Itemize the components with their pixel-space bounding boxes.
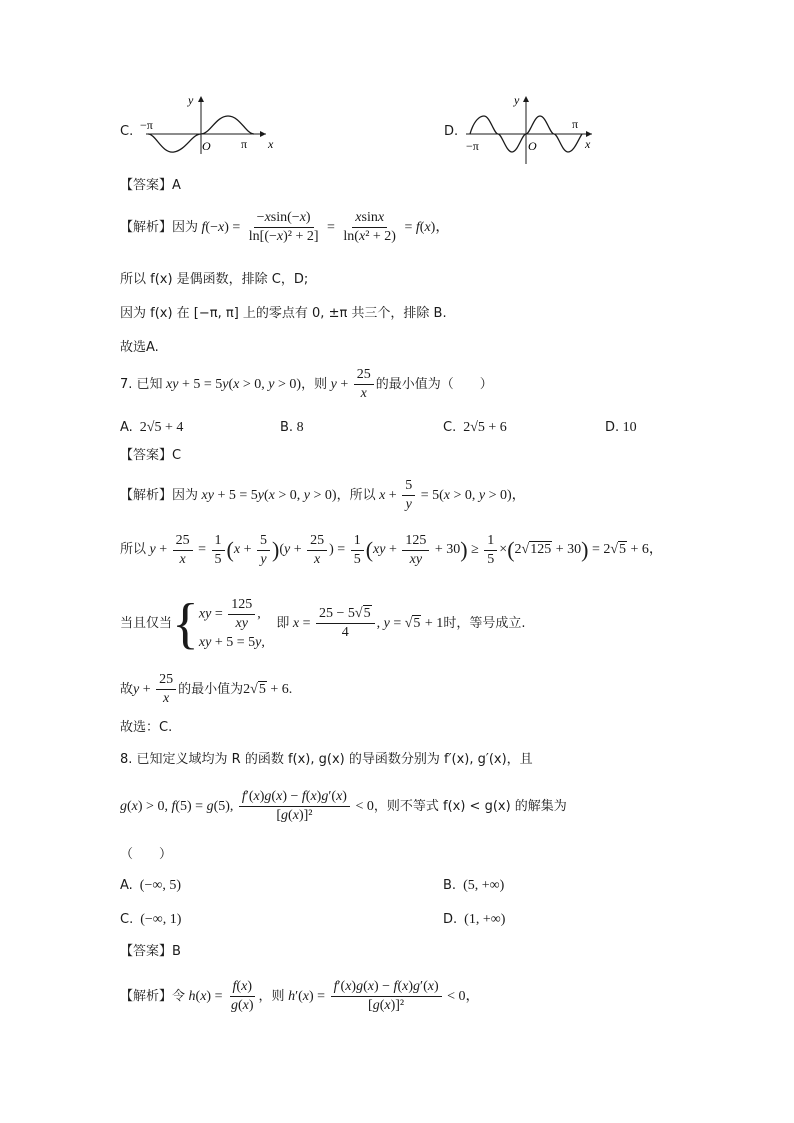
- d-x-axis-label: x: [585, 137, 591, 151]
- c-x-axis-label: x: [268, 137, 274, 151]
- q8-paren: （ ）: [120, 847, 173, 862]
- c-origin-label: O: [202, 139, 211, 153]
- q7-min-prefix: 故: [120, 682, 134, 697]
- q7-option-d[interactable]: [605, 418, 637, 438]
- d-y-axis-label: y: [514, 93, 520, 107]
- q8-option-d[interactable]: [443, 910, 505, 930]
- q7-system: xy = $\frac{125}{xy}$ , xy + 5 = 5y,: [198, 596, 265, 650]
- q7-target-expr: y + $\frac{25}{x}$: [331, 377, 376, 392]
- q8-option-b-value: (5, +∞): [463, 878, 505, 893]
- option-d-plot: [442, 92, 602, 166]
- q7-option-c-label: C.: [443, 420, 457, 435]
- q7-equality-prefix: 当且仅当: [120, 616, 173, 631]
- q7-option-b-label: B.: [280, 420, 294, 435]
- q7-option-c-value: 2√5 + 6: [463, 420, 507, 435]
- q8-option-a-value: (−∞, 5): [139, 878, 181, 893]
- q8-stem-end: ，则不等式 f(x) < g(x) 的解集为: [373, 799, 567, 814]
- option-d-graph: [442, 92, 602, 166]
- q6-step3: 因为 f(x) 在 [−π, π] 上的零点有 0, ±π 共三个，排除 B.: [120, 306, 447, 321]
- q8-option-b-label: B.: [443, 878, 457, 893]
- q7-equality-mid: 即: [276, 616, 290, 631]
- q7-analysis-tag: 【解析】: [120, 488, 173, 503]
- option-c-label: C.: [120, 124, 134, 139]
- q7-analysis-line2: 所以 y + $\frac{25}{x}$ = $\frac{1}{5}$ (x + $\frac{5}{y}$ )(y + $\frac{25}{x}$ ) = $\frac{1}{5}$ (xy + $\frac{125}{xy}$ + 30) ≥ $\frac{1}{5}$ ×(2√125 + 30) = 2√5 + 6，: [120, 532, 663, 567]
- q8-answer: [120, 942, 181, 962]
- q6-conclusion: 故选A.: [120, 340, 159, 355]
- q7-stem-end: 的最小值为（ ）: [375, 377, 493, 392]
- q7-min-mid: 的最小值为: [178, 682, 244, 697]
- c-y-axis-label: y: [188, 93, 194, 107]
- q8-option-c[interactable]: [120, 910, 181, 930]
- q8-option-a[interactable]: [120, 876, 181, 896]
- q8-then-text: ，则: [258, 989, 285, 1004]
- q8-analysis-line1: 【解析】令 h(x) = $\frac{f(x)}{g(x)}$ ，则 h′(x) = $\frac{f'(x)g(x) - f(x)g'(x)}{\text{[g(x)]²}}$ < 0，: [120, 979, 480, 1014]
- q8-condition-line: g(x) > 0, f(5) = g(5), $\frac{f'(x)g(x) - f(x)g'(x)}{\text{[g(x)]²}}$ < 0，则不等式 f(x) < g(x) 的解集为: [120, 789, 567, 824]
- q8-option-a-label: A.: [120, 878, 133, 893]
- q7-option-a[interactable]: [120, 418, 183, 438]
- q8-option-c-value: (−∞, 1): [140, 912, 182, 927]
- q6-step2: 所以 f(x) 是偶函数，排除 C，D;: [120, 272, 309, 287]
- q7-stem: [120, 366, 493, 404]
- d-pi-label: π: [572, 117, 579, 131]
- q8-option-d-value: (1, +∞): [464, 912, 506, 927]
- d-neg-pi-label: −π: [466, 139, 479, 153]
- d-origin-label: O: [528, 139, 537, 153]
- q8-option-b[interactable]: [443, 876, 504, 896]
- option-c-plot: [118, 92, 278, 156]
- q7-so2-text: 所以: [120, 542, 147, 558]
- q7-analysis-line1: 【解析】因为 xy + 5 = 5y(x > 0, y > 0)，所以 x + $\frac{5}{y}$ = 5(x > 0, y > 0)，: [120, 478, 526, 513]
- q7-min-value: 故y + $\frac{25}{x}$ 的最小值为2√5 + 6.: [120, 672, 293, 707]
- q7-answer-value: C: [172, 448, 182, 463]
- q7-option-b[interactable]: [280, 418, 304, 438]
- q6-formula: f(−x) = $\frac{-xsin(-x)}{\text{ln[(−x)² + 2]}}$ = $\frac{xsinx}{\text{ln(x² + 2)}}$ = f(x)，: [201, 210, 450, 245]
- q7-option-a-label: A.: [120, 420, 133, 435]
- q8-let-text: 令: [172, 989, 186, 1004]
- q6-analysis-tag: 【解析】: [120, 220, 173, 235]
- q7-equality-end: 时，等号成立.: [443, 616, 526, 631]
- q6-answer-value: A: [172, 178, 181, 193]
- q7-stem-prefix: 7. 已知: [120, 377, 163, 392]
- q7-option-b-value: 8: [296, 420, 304, 435]
- q7-option-d-value: 10: [622, 420, 637, 435]
- q8-answer-tag: 【答案】: [120, 944, 173, 959]
- q8-analysis-tag: 【解析】: [120, 989, 173, 1004]
- option-d-label: D.: [444, 124, 459, 139]
- option-c-graph: [118, 92, 278, 156]
- q6-because-text: 因为: [172, 220, 199, 235]
- q6-analysis-line1: [120, 208, 449, 248]
- c-neg-pi-label: −π: [140, 118, 153, 132]
- q7-answer: [120, 446, 181, 466]
- q7-option-d-label: D.: [605, 420, 620, 435]
- q7-stem-mid: ，则: [301, 377, 328, 392]
- q7-condition: xy + 5 = 5y(x > 0, y > 0): [166, 377, 302, 392]
- q7-so-text: ，所以: [336, 488, 376, 503]
- q8-answer-value: B: [172, 944, 181, 959]
- q6-answer: [120, 176, 181, 196]
- q8-option-c-label: C.: [120, 912, 134, 927]
- c-pi-label: π: [241, 137, 248, 151]
- q7-because-text: 因为: [172, 488, 199, 503]
- q8-stem: 8. 已知定义域均为 R 的函数 f(x), g(x) 的导函数分别为 f′(x), g′(x)，且: [120, 752, 533, 767]
- q6-answer-tag: 【答案】: [120, 178, 173, 193]
- q7-answer-tag: 【答案】: [120, 448, 173, 463]
- q7-option-c[interactable]: [443, 418, 507, 438]
- q7-equality-condition: 当且仅当{ xy = $\frac{125}{xy}$ , xy + 5 = 5y, 即 x = $\frac{25 - 5√5}{4}$ , y = √5 + 1时，等号成立.: [120, 593, 526, 655]
- q7-system-brace: {: [172, 593, 199, 655]
- q7-option-a-value: 2√5 + 4: [139, 420, 184, 435]
- q8-option-d-label: D.: [443, 912, 458, 927]
- q7-conclusion: 故选：C.: [120, 720, 173, 735]
